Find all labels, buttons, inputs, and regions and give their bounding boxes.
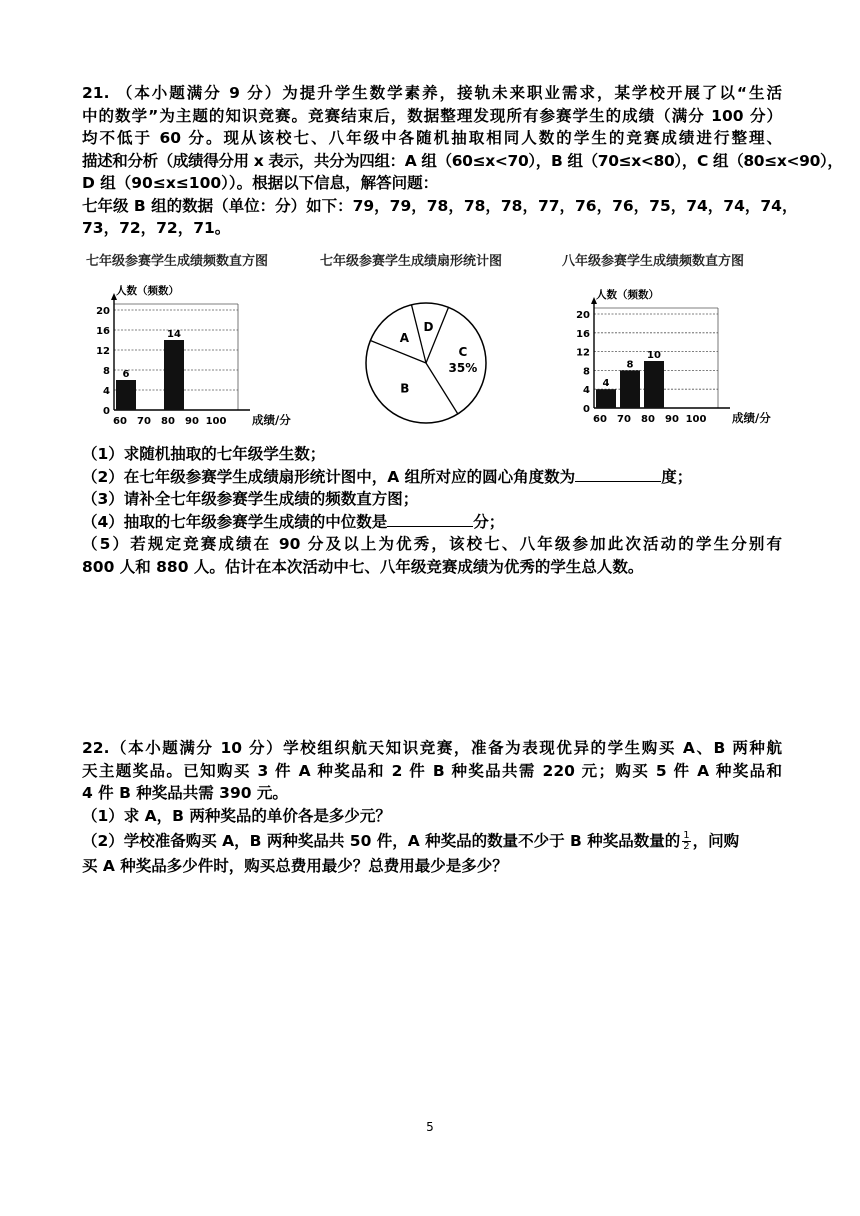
y-axis-label: 人数（频数）: [116, 285, 179, 297]
q22-subq-2-text: （2）学校准备购买 A，B 两种奖品共 50 件，A 种奖品的数量不少于 B 种奖品数量的: [82, 832, 681, 850]
y-tick-label: 12: [576, 347, 590, 359]
bar-value-label: 10: [647, 350, 661, 361]
q21-subq-5-cont: 800 人和 880 人。估计在本次活动中七、八年级竞赛成绩为优秀的学生总人数。: [82, 557, 644, 576]
grade7-pie-chart: [358, 300, 498, 430]
answer-blank[interactable]: [575, 467, 661, 482]
q21-subq-4-unit: 分；: [473, 512, 505, 531]
y-tick-label: 12: [96, 346, 110, 357]
pie-slice-label: A: [399, 331, 409, 346]
bar-value-label: 4: [602, 378, 610, 390]
q21-subq-2-text: （2）在七年级参赛学生成绩扇形统计图中，A 组所对应的圆心角度数为: [82, 467, 576, 486]
x-tick-label: 80: [641, 414, 655, 425]
x-tick-label: 60: [113, 416, 127, 427]
chart-title-grade7-pie: 七年级参赛学生成绩扇形统计图: [320, 254, 503, 269]
x-tick-label: 90: [665, 414, 679, 425]
y-tick-label: 4: [583, 385, 590, 397]
y-tick-label: 4: [103, 386, 110, 397]
bar-value-label: 14: [167, 329, 181, 340]
fraction-one-half: [682, 831, 690, 852]
q22-stem: [82, 737, 782, 878]
x-tick-label: 80: [161, 416, 175, 427]
y-tick-label: 0: [583, 404, 590, 415]
q22-line: 4 件 B 种奖品共需 390 元。: [82, 784, 288, 802]
x-tick-label: 100: [205, 416, 227, 427]
q21-subq-5: （5）若规定竞赛成绩在 90 分及以上为优秀，该校七、八年级参加此次活动的学生分别有: [82, 535, 782, 553]
q21-subq-3: （3）请补全七年级参赛学生成绩的频数直方图；: [82, 490, 419, 508]
q21-subq-1: （1）求随机抽取的七年级学生数；: [82, 445, 326, 463]
pie-slice-percent: 35%: [448, 361, 478, 376]
x-tick-label: 60: [593, 414, 607, 425]
histogram-bar: [620, 370, 640, 408]
page-number: 5: [426, 1120, 434, 1134]
q21-subq-4: [82, 511, 782, 534]
x-axis-label: 成绩/分: [732, 411, 771, 425]
bar-value-label: 8: [626, 359, 634, 371]
q21-line: 七年级 B 组的数据（单位：分）如下：79，79，78，78，78，77，76，76，75，74，74，74，: [82, 196, 798, 215]
y-tick-label: 16: [96, 326, 110, 337]
q21-line: 73，72，72，71。: [82, 219, 231, 237]
grade8-histogram: [566, 280, 786, 430]
x-tick-label: 70: [617, 414, 631, 425]
q21-subquestions: [82, 443, 782, 578]
bar-value-label: 6: [122, 369, 130, 380]
q21-stem: [82, 82, 843, 240]
histogram-bar: [644, 361, 664, 408]
x-tick-label: 70: [137, 416, 151, 427]
q21-line: 中的数学”为主题的知识竞赛。竞赛结束后，数据整理发现所有参赛学生的成绩（满分 100 分）: [82, 106, 782, 125]
q21-line: 均不低于 60 分。现从该校七、八年级中各随机抽取相同人数的学生的竞赛成绩进行整理、: [82, 129, 782, 147]
q22-subq-2: [82, 827, 782, 855]
histogram-bar: [116, 380, 136, 410]
q21-line: 描述和分析（成绩得分用 x 表示，共分为四组：A 组（60≤x<70），B 组（70≤x<80），C 组（80≤x<90），: [82, 151, 843, 170]
x-axis-label: 成绩/分: [252, 413, 291, 427]
y-tick-label: 16: [576, 328, 590, 340]
fraction-numerator: 1: [683, 830, 690, 841]
answer-blank[interactable]: [387, 512, 473, 527]
y-tick-label: 0: [103, 406, 110, 417]
histogram-bar: [596, 389, 616, 408]
chart-title-grade8-histogram: 八年级参赛学生成绩频数直方图: [562, 254, 745, 269]
q22-line: 天主题奖品。已知购买 3 件 A 种奖品和 2 件 B 种奖品共需 220 元；购买 5 件 A 种奖品和: [82, 761, 782, 780]
y-tick-label: 20: [96, 306, 110, 317]
y-tick-label: 8: [103, 366, 110, 377]
q21-line: D 组（90≤x≤100））。根据以下信息，解答问题：: [82, 174, 439, 192]
y-axis-label: 人数（频数）: [596, 289, 659, 301]
q21-subq-2-unit: 度；: [661, 467, 693, 486]
histogram-bar: [164, 340, 184, 410]
x-tick-label: 90: [185, 416, 199, 427]
q22-line: 22.（本小题满分 10 分）学校组织航天知识竞赛，准备为表现优异的学生购买 A、B 两种航: [82, 739, 782, 757]
pie-slice-label: C: [458, 345, 468, 360]
q22-subq-1: （1）求 A，B 两种奖品的单价各是多少元？: [82, 806, 391, 825]
q21-subq-2: [82, 466, 782, 489]
q22-subq-2-text-end: ，问购: [692, 832, 740, 850]
q21-line: 21. （本小题满分 9 分）为提升学生数学素养，接轨未来职业需求，某学校开展了以“生活: [82, 84, 782, 102]
y-tick-label: 20: [576, 310, 590, 321]
pie-slice-label: B: [400, 381, 410, 396]
fraction-denominator: 2: [683, 841, 690, 852]
grade7-histogram: [86, 272, 306, 432]
q22-subq-2-cont: 买 A 种奖品多少件时，购买总费用最少？总费用最少是多少？: [82, 857, 508, 875]
y-tick-label: 8: [583, 366, 590, 378]
pie-slice-label: D: [423, 320, 434, 335]
x-tick-label: 100: [685, 414, 707, 425]
chart-title-grade7-histogram: 七年级参赛学生成绩频数直方图: [86, 254, 269, 269]
q21-subq-4-text: （4）抽取的七年级参赛学生成绩的中位数是: [82, 512, 388, 531]
